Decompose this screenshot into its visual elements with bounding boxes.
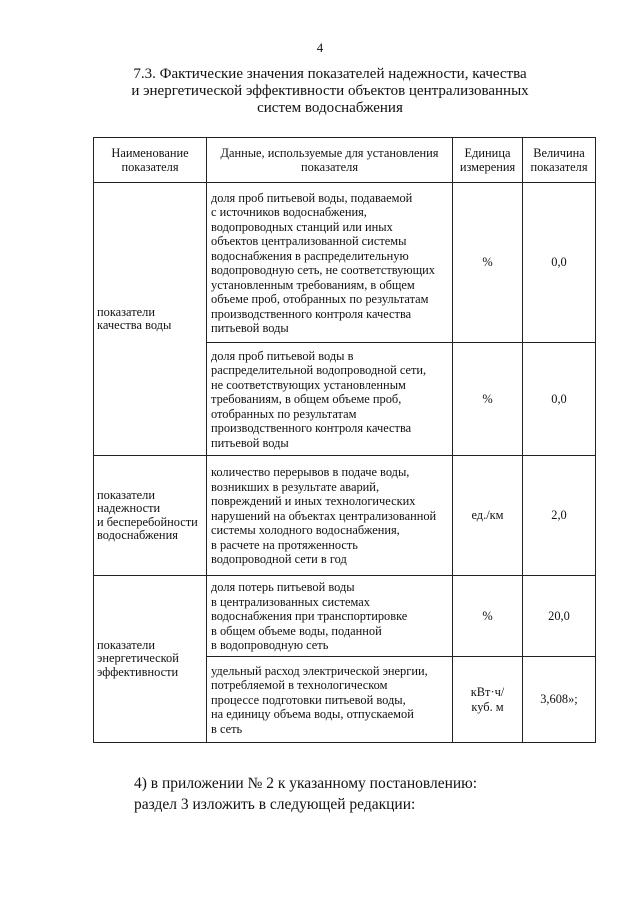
group-reliability: показатели надежности и бесперебойности водоснабжения xyxy=(94,456,207,576)
group-energy-efficiency: показатели энергетической эффективности xyxy=(94,576,207,743)
value-cell: 20,0 xyxy=(523,576,596,657)
header-value: Величина показателя xyxy=(523,138,596,183)
data-cell: доля проб питьевой воды в распределительной водопроводной сети, не соответствующих установленным требованиям, в общем объеме проб, отобранных по результатам производственного контроля качества питьевой воды xyxy=(207,343,453,456)
value-cell: 0,0 xyxy=(523,183,596,343)
page-number: 4 xyxy=(316,40,324,55)
data-cell: доля потерь питьевой воды в централизованных системах водоснабжения при транспортировке в общем объеме воды, поданной в водопроводную сеть xyxy=(207,576,453,657)
value-cell: 3,608»; xyxy=(523,657,596,743)
value-cell: 0,0 xyxy=(523,343,596,456)
data-cell: доля проб питьевой воды, подаваемой с источников водоснабжения, водопроводных станций или иных объектов централизованной системы водоснабжения в распределительную водопроводную сеть, не соответствующих установленным требованиям, в общем объеме проб, отобранных по результатам производственного контроля качества питьевой воды xyxy=(207,183,453,343)
unit-cell: кВт·ч/ куб. м xyxy=(453,657,523,743)
title-line: систем водоснабжения xyxy=(257,100,403,116)
amendment-text xyxy=(134,773,477,815)
table-row xyxy=(94,576,596,657)
title-line: 7.3. Фактические значения показателей надежности, качества xyxy=(133,66,527,82)
unit-cell: ед./км xyxy=(453,456,523,576)
unit-cell: % xyxy=(453,576,523,657)
table-row xyxy=(94,183,596,343)
title-line: и энергетической эффективности объектов централизованных xyxy=(131,83,529,99)
table-header-row xyxy=(94,138,596,183)
value-cell: 2,0 xyxy=(523,456,596,576)
amendment-line: 4) в приложении № 2 к указанному постановлению: xyxy=(134,775,478,792)
data-cell: количество перерывов в подаче воды, возникших в результате аварий, повреждений и иных технологических нарушений на объектах централизованной системы холодного водоснабжения, в расчете на протяженность водопроводной сети в год xyxy=(207,456,453,576)
header-source-data: Данные, используемые для установления показателя xyxy=(207,138,453,183)
indicators-table xyxy=(93,137,596,743)
unit-cell: % xyxy=(453,343,523,456)
group-water-quality: показатели качества воды xyxy=(94,183,207,456)
header-unit: Единица измерения xyxy=(453,138,523,183)
header-indicator-name: Наименование показателя xyxy=(94,138,207,183)
unit-cell: % xyxy=(453,183,523,343)
section-title xyxy=(100,66,560,117)
data-cell: удельный расход электрической энергии, потребляемой в технологическом процессе подготовки питьевой воды, на единицу объема воды, отпускаемой в сеть xyxy=(207,657,453,743)
amendment-line: раздел 3 изложить в следующей редакции: xyxy=(134,796,416,813)
table-row xyxy=(94,456,596,576)
